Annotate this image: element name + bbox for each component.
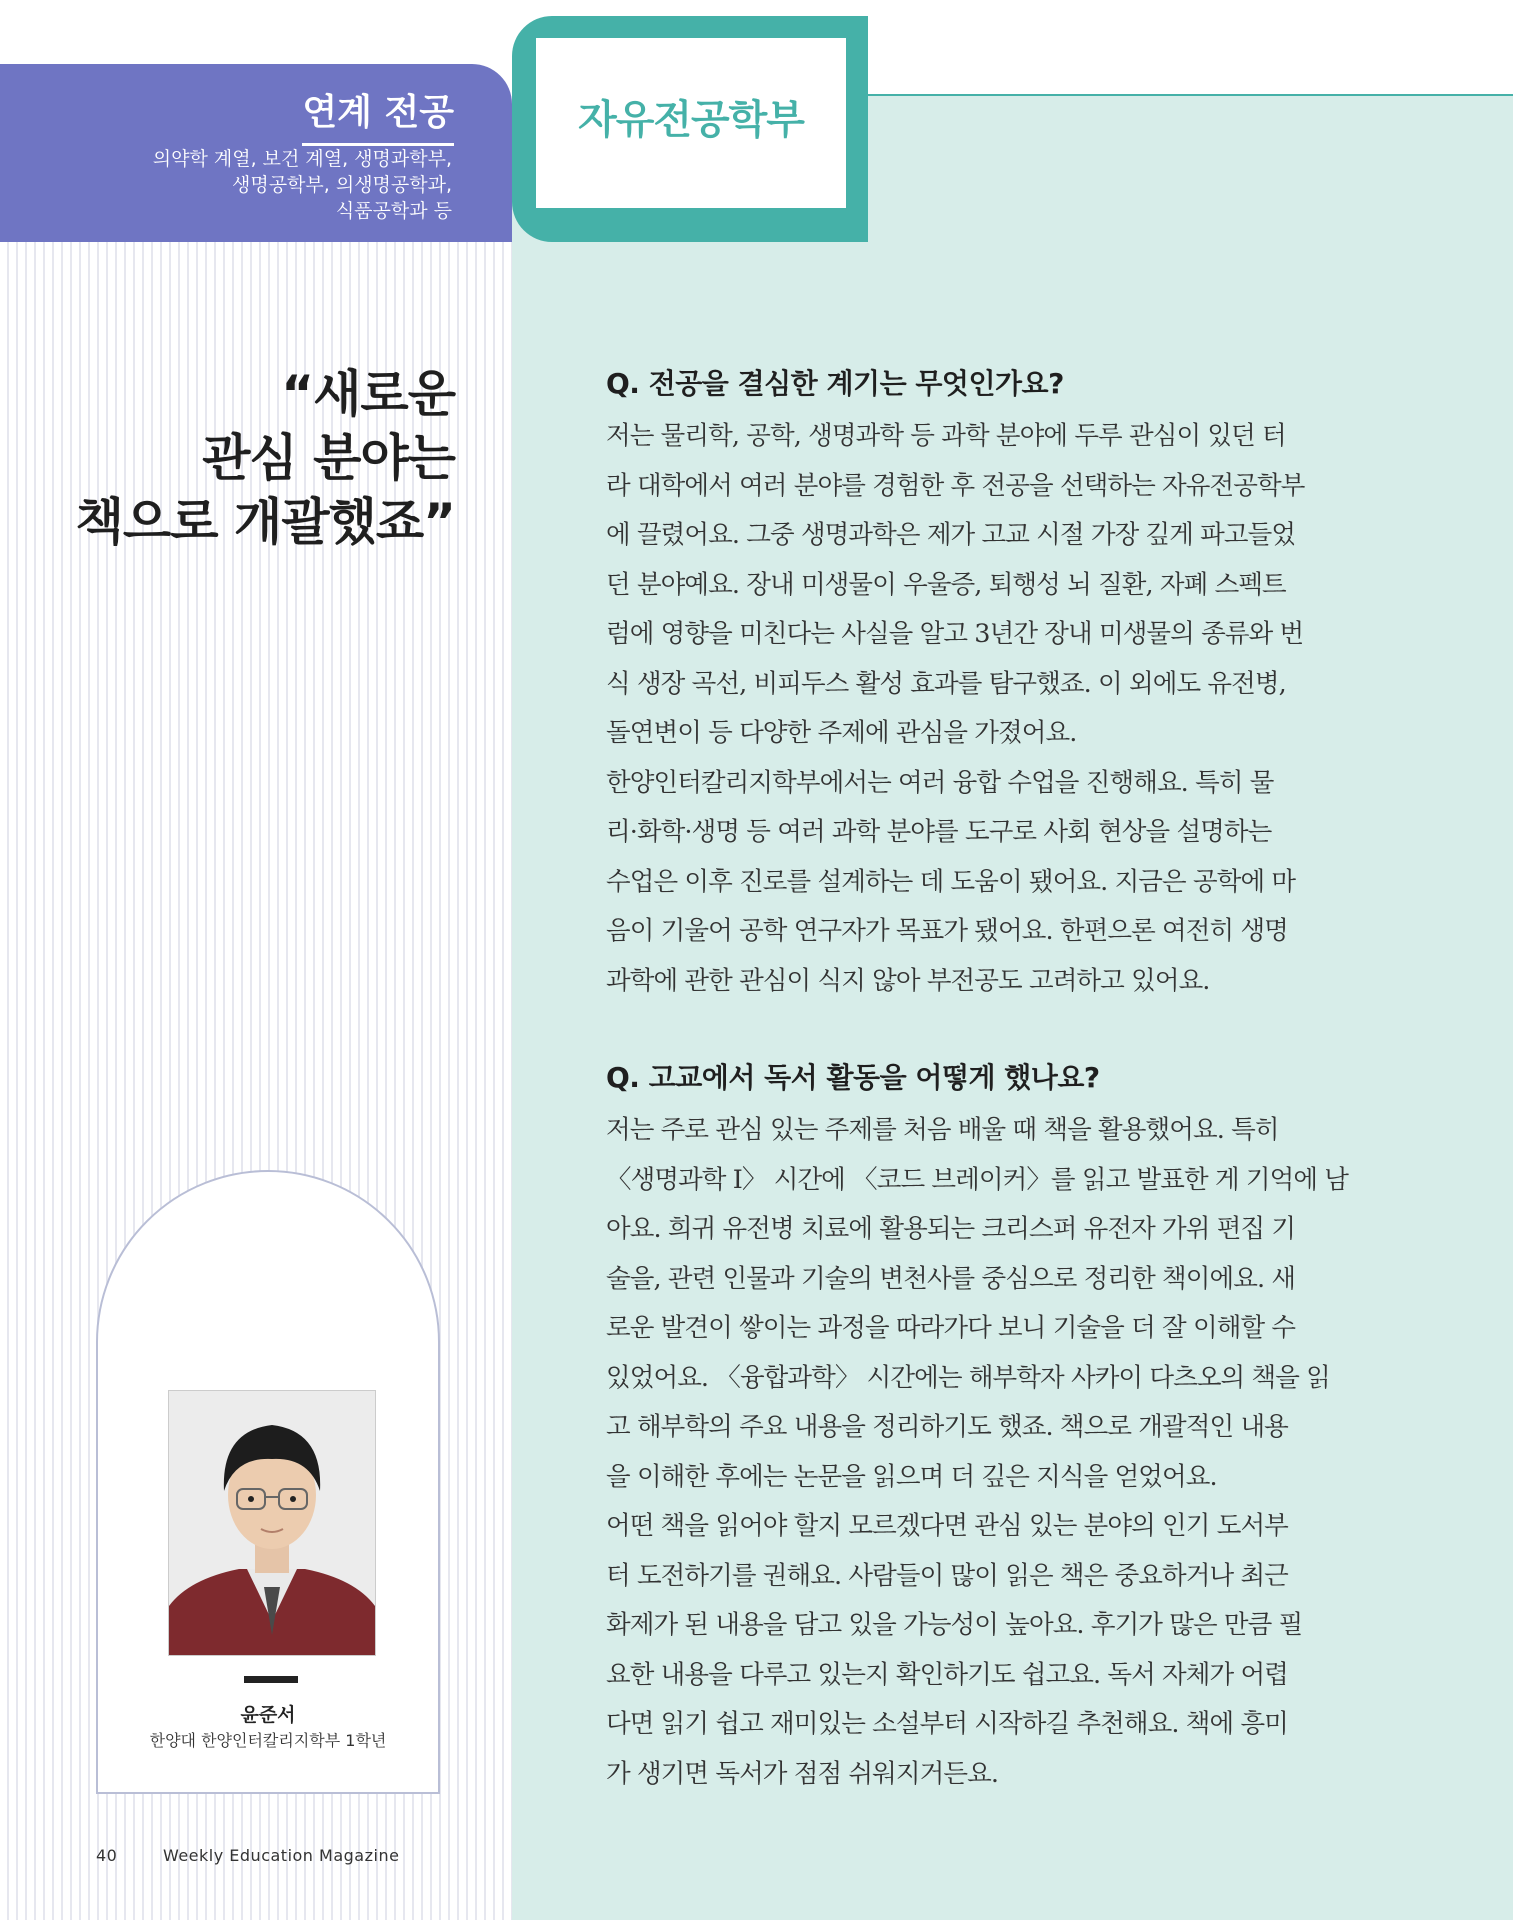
page-number: 40 — [96, 1846, 118, 1865]
answer-line: 아요. 희귀 유전병 치료에 활용되는 크리스퍼 유전자 가위 편집 기 — [606, 1214, 1296, 1244]
answer-line: 음이 기울어 공학 연구자가 목표가 됐어요. 한편으론 여전히 생명 — [606, 916, 1288, 946]
answer-paragraph — [606, 1106, 1356, 1502]
department-title: 자유전공학부 — [578, 97, 804, 143]
related-majors-line: 생명공학부, 의생명공학과, — [231, 174, 452, 196]
related-majors-title: 연계 전공 — [302, 84, 454, 146]
answer-line: 어떤 책을 읽어야 할지 모르겠다면 관심 있는 분야의 인기 도서부 — [606, 1511, 1288, 1541]
answer-line: 수업은 이후 진로를 설계하는 데 도움이 됐어요. 지금은 공학에 마 — [606, 866, 1296, 897]
answer-paragraph — [606, 412, 1356, 759]
profile-card — [96, 1170, 440, 1794]
answer-line: 있었어요. 〈융합과학〉 시간에는 해부학자 사카이 다츠오의 책을 읽 — [606, 1362, 1330, 1393]
student-name: 윤준서 — [240, 1704, 296, 1726]
answer-line: 리·화학·생명 등 여러 과학 분야를 도구로 사회 현상을 설명하는 — [606, 817, 1272, 847]
related-majors-list — [32, 146, 452, 224]
pull-quote-line: 책으로 개괄했죠” — [75, 493, 455, 551]
answer-line: 술을, 관련 인물과 기술의 변천사를 중심으로 정리한 책이에요. 새 — [606, 1263, 1296, 1294]
answer-line: 던 분야예요. 장내 미생물이 우울증, 퇴행성 뇌 질환, 자폐 스펙트 — [606, 569, 1286, 600]
answer-line: 〈생명과학 Ⅰ〉 시간에 〈코드 브레이커〉를 읽고 발표한 게 기억에 남 — [606, 1164, 1349, 1195]
student-school: 한양대 한양인터칼리지학부 1학년 — [149, 1731, 387, 1750]
student-photo — [168, 1390, 376, 1656]
answer-line: 식 생장 곡선, 비피두스 활성 효과를 탐구했죠. 이 외에도 유전병, — [606, 668, 1286, 699]
answer-line: 화제가 된 내용을 담고 있을 가능성이 높아요. 후기가 많은 만큼 필 — [606, 1610, 1303, 1640]
portrait-illustration — [169, 1391, 375, 1655]
pull-quote-line: 관심 분야는 — [202, 429, 455, 487]
answer-line: 럼에 영향을 미친다는 사실을 알고 3년간 장내 미생물의 종류와 번 — [606, 619, 1304, 649]
section-gap — [606, 1006, 1356, 1056]
top-rule — [868, 94, 1513, 96]
interview-body — [606, 362, 1356, 1799]
name-divider — [244, 1676, 298, 1683]
page-footer — [96, 1846, 399, 1865]
answer-line: 라 대학에서 여러 분야를 경험한 후 전공을 선택하는 자유전공학부 — [606, 470, 1305, 501]
answer-line: 을 이해한 후에는 논문을 읽으며 더 깊은 지식을 얻었어요. — [606, 1461, 1217, 1492]
answer-line: 로운 발견이 쌓이는 과정을 따라가다 보니 기술을 더 잘 이해할 수 — [606, 1313, 1296, 1343]
answer-line: 에 끌렸어요. 그중 생명과학은 제가 고교 시절 가장 깊게 파고들었 — [606, 520, 1296, 550]
related-majors-box — [0, 64, 512, 242]
answer-line: 과학에 관한 관심이 식지 않아 부전공도 고려하고 있어요. — [606, 965, 1210, 996]
pull-quote-line: “새로운 — [281, 365, 455, 423]
answer-line: 돌연변이 등 다양한 주제에 관심을 가졌어요. — [606, 718, 1077, 748]
answer-line: 저는 물리학, 공학, 생명과학 등 과학 분야에 두루 관심이 있던 터 — [606, 421, 1286, 451]
answer-line: 터 도전하기를 권해요. 사람들이 많이 읽은 책은 중요하거나 최근 — [606, 1560, 1288, 1591]
related-majors-line: 식품공학과 등 — [335, 200, 452, 222]
answer-line: 요한 내용을 다루고 있는지 확인하기도 쉽고요. 독서 자체가 어렵 — [606, 1659, 1288, 1690]
answer-paragraph — [606, 759, 1356, 1007]
magazine-name: Weekly Education Magazine — [162, 1846, 400, 1865]
answer-line: 저는 주로 관심 있는 주제를 처음 배울 때 책을 활용했어요. 특히 — [606, 1115, 1279, 1145]
answer-line: 한양인터칼리지학부에서는 여러 융합 수업을 진행해요. 특히 물 — [606, 767, 1274, 798]
answer-line: 가 생기면 독서가 점점 쉬워지거든요. — [606, 1758, 999, 1789]
related-majors-line: 의약학 계열, 보건 계열, 생명과학부, — [152, 148, 452, 170]
answer-line: 다면 읽기 쉽고 재미있는 소설부터 시작하길 추천해요. 책에 흥미 — [606, 1709, 1288, 1739]
pull-quote — [15, 362, 455, 554]
question-heading: Q. 전공을 결심한 계기는 무엇인가요? — [606, 367, 1064, 400]
question-heading: Q. 고교에서 독서 활동을 어떻게 했나요? — [606, 1061, 1100, 1094]
answer-line: 고 해부학의 주요 내용을 정리하기도 했죠. 책으로 개괄적인 내용 — [606, 1412, 1288, 1442]
answer-paragraph — [606, 1502, 1356, 1799]
